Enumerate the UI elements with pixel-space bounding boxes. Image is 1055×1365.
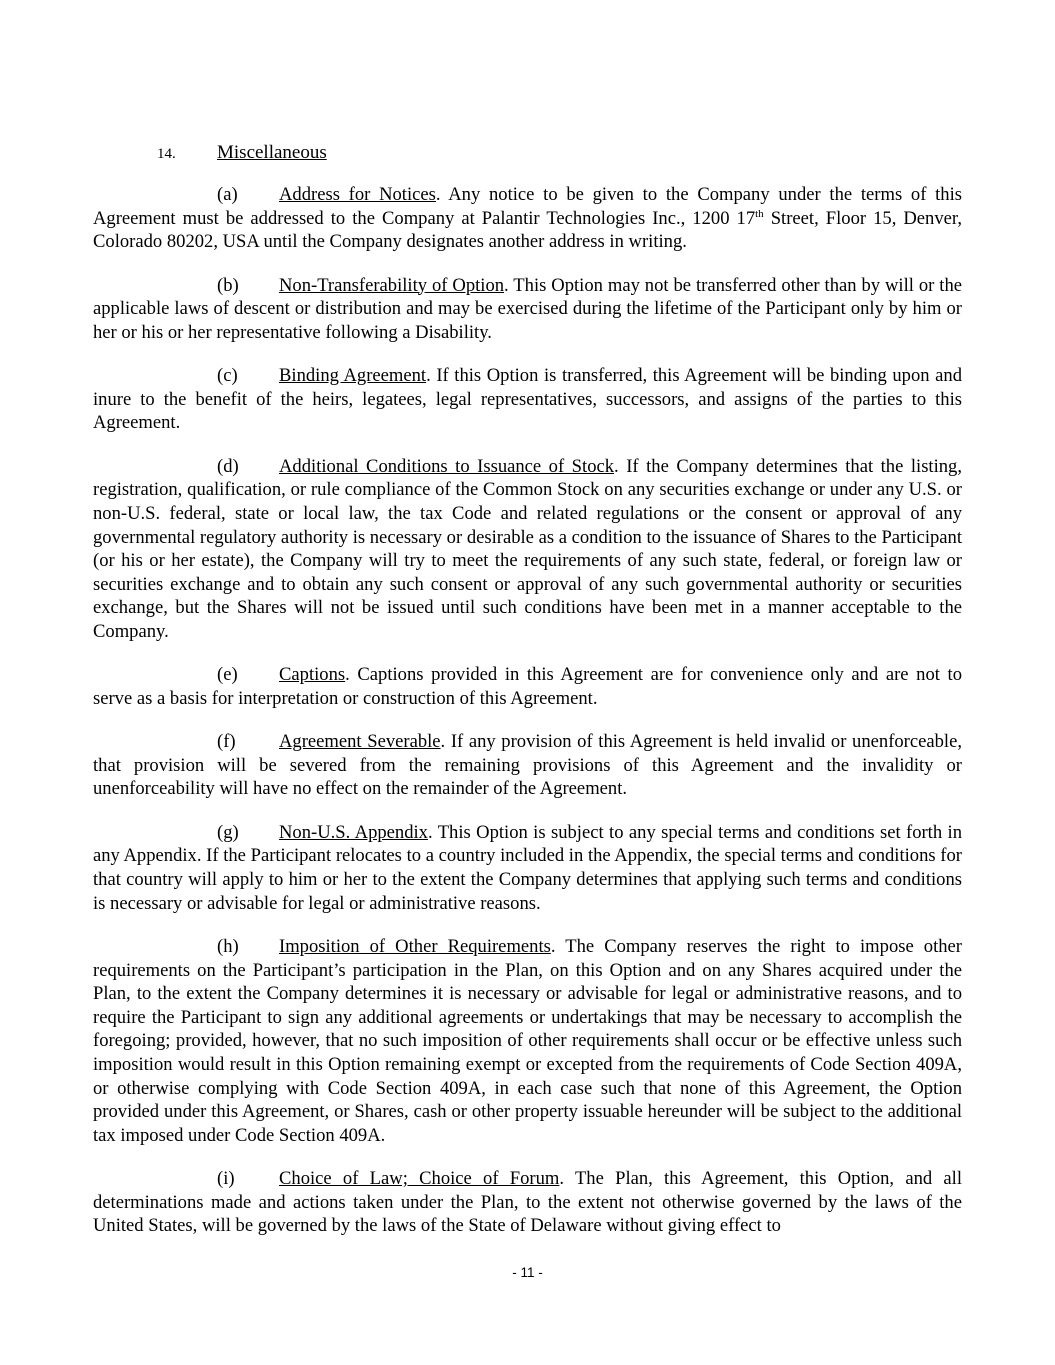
paragraph-label: (g) [217, 821, 239, 843]
paragraph-b [93, 274, 962, 345]
paragraph-label: (h) [217, 936, 239, 958]
paragraph-text: . This Option is subject to any special terms and conditions set forth in any Appendix. If the Participant relocates to a country included in the Appendix, the special terms and conditions for that country will apply to him or her to the extent the Company determines that applying such terms and conditions is necessary or advisable for legal or administrative reasons. [93, 821, 962, 914]
paragraph-caption: Additional Conditions to Issuance of Stock [279, 455, 615, 477]
paragraph-c [93, 364, 962, 435]
paragraph-g [93, 821, 962, 915]
paragraph-text: . This Option may not be transferred other than by will or the applicable laws of descent or distribution and may be exercised during the lifetime of the Participant only by him or her or his or her representative following a Disability. [93, 274, 962, 343]
page-number: - 11 - [512, 1265, 543, 1280]
paragraph-text: . If this Option is transferred, this Agreement will be binding upon and inure to the benefit of the heirs, legatees, legal representatives, successors, and assigns of the parties to this Agreement. [93, 365, 962, 434]
paragraph-text: . The Company reserves the right to impose other requirements on the Participant’s participation in the Plan, on this Option and on any Shares acquired under the Plan, to the extent the Company determines it is necessary or advisable for legal or administrative reasons, and to require the Participant to sign any additional agreements or undertakings that may be necessary to accomplish the foregoing; provided, however, that no such imposition of other requirements shall occur or be effective unless such imposition would result in this Option remaining exempt or excepted from the requirements of Code Section 409A, or otherwise complying with Code Section 409A, in each case such that none of this Agreement, the Option provided under this Agreement, or Shares, cash or other property issuable hereunder will be subject to the additional tax imposed under Code Section 409A. [93, 936, 962, 1146]
paragraph-f [93, 730, 962, 801]
paragraph-text: . If the Company determines that the listing, registration, qualification, or rule compliance of the Common Stock on any securities exchange or under any U.S. or non-U.S. federal, state or local law, the tax Code and related regulations or the consent or approval of any governmental regulatory authority is necessary or desirable as a condition to the issuance of Shares to the Participant (or his or her estate), the Company will try to meet the requirements of any such state, federal, or foreign law or securities exchange and to obtain any such consent or approval of any such governmental authority or securities exchange, but the Shares will not be issued until such conditions have been met in a manner acceptable to the Company. [93, 455, 963, 642]
document-body [93, 183, 962, 1258]
paragraph-text: . If any provision of this Agreement is held invalid or unenforceable, that provision will be severed from the remaining provisions of this Agreement and the invalidity or unenforceability will have no effect on the remainder of the Agreement. [93, 731, 962, 800]
section-heading [157, 141, 327, 167]
paragraph-caption: Binding Agreement [279, 365, 427, 387]
paragraph-a [93, 183, 962, 254]
section-number: 14. [157, 146, 176, 162]
paragraph-text: . Any notice to be given to the Company under the terms of this Agreement must be addressed to the Company at Palantir Technologies Inc., 1200 17 [93, 184, 962, 229]
paragraph-label: (i) [217, 1168, 235, 1190]
paragraph-caption: Imposition of Other Requirements [279, 936, 551, 958]
paragraph-label: (e) [217, 664, 238, 686]
paragraph-caption: Captions [279, 664, 346, 686]
paragraph-label: (b) [217, 274, 239, 296]
paragraph-label: (a) [217, 184, 238, 205]
paragraph-label: (c) [217, 365, 238, 387]
paragraph-caption: Address for Notices [279, 184, 436, 205]
ordinal-superscript: th [755, 207, 764, 220]
paragraph-d [93, 455, 962, 644]
paragraph-caption: Agreement Severable [279, 731, 441, 753]
paragraph-text: Street, Floor 15, Denver, Colorado 80202, USA until the Company designates another address in writing. [93, 207, 962, 253]
paragraph-e [93, 663, 962, 710]
section-title: Miscellaneous [217, 142, 327, 163]
paragraph-label: (f) [217, 731, 236, 753]
paragraph-caption: Non-U.S. Appendix [279, 821, 428, 843]
paragraph-i [93, 1167, 962, 1238]
paragraph-caption: Choice of Law; Choice of Forum [279, 1168, 560, 1190]
paragraph-label: (d) [217, 455, 239, 477]
paragraph-h [93, 935, 962, 1147]
paragraph-text: . The Plan, this Agreement, this Option, and all determinations made and actions taken under the Plan, to the extent not otherwise governed by the laws of the United States, will be governed by the laws of the State of Delaware without giving effect to [93, 1168, 962, 1237]
paragraph-caption: Non-Transferability of Option [279, 274, 505, 296]
paragraph-text: . Captions provided in this Agreement are for convenience only and are not to serve as a basis for interpretation or construction of this Agreement. [93, 664, 962, 709]
